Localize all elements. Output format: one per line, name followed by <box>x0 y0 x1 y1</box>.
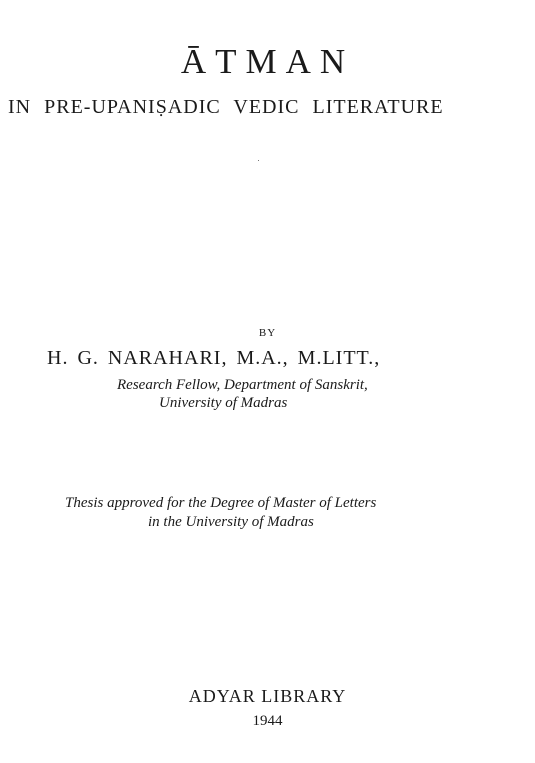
thesis-note-line-1: Thesis approved for the Degree of Master of Letters <box>65 495 377 511</box>
author-affiliation-line-1: Research Fellow, Department of Sanskrit, <box>117 377 368 393</box>
author-name: H. G. NARAHARI, M.A., M.LITT., <box>47 347 381 369</box>
byline: BY <box>258 327 277 339</box>
publisher-name: ADYAR LIBRARY <box>188 686 347 706</box>
thesis-note-line-2: in the University of Madras <box>148 514 314 530</box>
book-subtitle: IN PRE-UPANIṢADIC VEDIC LITERATURE <box>8 96 444 118</box>
author-affiliation-line-2: University of Madras <box>159 395 288 411</box>
print-speck <box>258 160 259 161</box>
book-title: ĀTMAN <box>180 42 355 81</box>
publication-year: 1944 <box>252 713 283 729</box>
